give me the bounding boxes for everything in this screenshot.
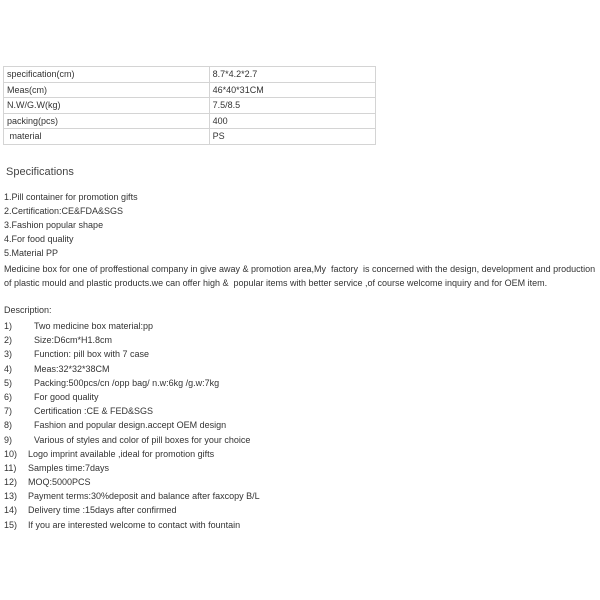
spec-key: specification(cm) — [4, 67, 210, 83]
item-text: Function: pill box with 7 case — [34, 349, 150, 360]
item-text: Two medicine box material:pp — [34, 321, 154, 331]
item-number: 15) — [4, 519, 18, 530]
item-number: 10) — [4, 448, 18, 459]
item-number: 13) — [4, 491, 18, 502]
item-text: MOQ:5000PCS — [28, 477, 91, 488]
list-item: 2.Certification:CE&FDA&SGS — [4, 206, 124, 216]
item-text: For good quality — [34, 391, 99, 402]
spec-value: 7.5/8.5 — [209, 98, 375, 114]
item-text: Various of styles and color of pill boxes for your choice — [34, 434, 251, 445]
spec-key: N.W/G.W(kg) — [4, 98, 210, 114]
item-text: Certification :CE & FED&SGS — [34, 406, 154, 417]
spec-table-body — [4, 67, 376, 145]
spec-table — [3, 66, 376, 145]
item-text: Samples time:7days — [28, 462, 110, 473]
spec-value: 46*40*31CM — [209, 82, 375, 98]
item-number: 11) — [4, 462, 17, 473]
table-row — [4, 98, 376, 114]
list-item: 3.Fashion popular shape — [4, 220, 104, 230]
item-text: Packing:500pcs/cn /opp bag/ n.w:6kg /g.w:7kg — [34, 377, 220, 388]
item-text: Meas:32*32*38CM — [34, 363, 110, 374]
spec-key: Meas(cm) — [4, 82, 210, 98]
table-row — [4, 82, 376, 98]
item-number: 6) — [4, 391, 13, 402]
table-row — [4, 113, 376, 129]
list-item: 1.Pill container for promotion gifts — [4, 192, 138, 202]
item-number: 8) — [4, 420, 13, 431]
spec-value: 400 — [209, 113, 375, 129]
table-row — [4, 129, 376, 145]
item-number: 14) — [4, 505, 18, 516]
table-row — [4, 67, 376, 83]
spec-key: packing(pcs) — [4, 113, 210, 129]
item-number: 7) — [4, 406, 13, 417]
item-number: 12) — [4, 477, 18, 488]
item-text: Logo imprint available ,ideal for promotion gifts — [28, 448, 215, 459]
item-text: Payment terms:30%deposit and balance after faxcopy B/L — [28, 491, 260, 502]
item-number: 4) — [4, 363, 13, 374]
spec-value: PS — [209, 129, 375, 145]
item-text: Fashion and popular design.accept OEM design — [34, 420, 227, 431]
item-text: Size:D6cm*H1.8cm — [34, 335, 113, 346]
item-number: 9) — [4, 434, 13, 445]
item-text: If you are interested welcome to contact with fountain — [28, 519, 241, 530]
item-text: Delivery time :15days after confirmed — [28, 505, 177, 516]
description-paragraph: Medicine box for one of proffestional company in give away & promotion area,My factory is concerned with the design, development and production of plastic mould and plastic products.we can offer high & popular items with better service ,of course welcome inquiry and for OEM item. — [4, 264, 598, 289]
list-item: 5.Material PP — [4, 248, 59, 258]
item-number: 5) — [4, 377, 13, 388]
item-number: 1) — [4, 321, 13, 331]
spec-value: 8.7*4.2*2.7 — [209, 67, 375, 83]
feature-list — [4, 190, 138, 260]
item-number: 3) — [4, 349, 13, 360]
specifications-heading: Specifications — [6, 166, 74, 178]
list-item: 4.For food quality — [4, 234, 74, 244]
description-label: Description: — [4, 305, 52, 315]
item-number: 2) — [4, 335, 13, 346]
spec-key: material — [4, 129, 210, 145]
